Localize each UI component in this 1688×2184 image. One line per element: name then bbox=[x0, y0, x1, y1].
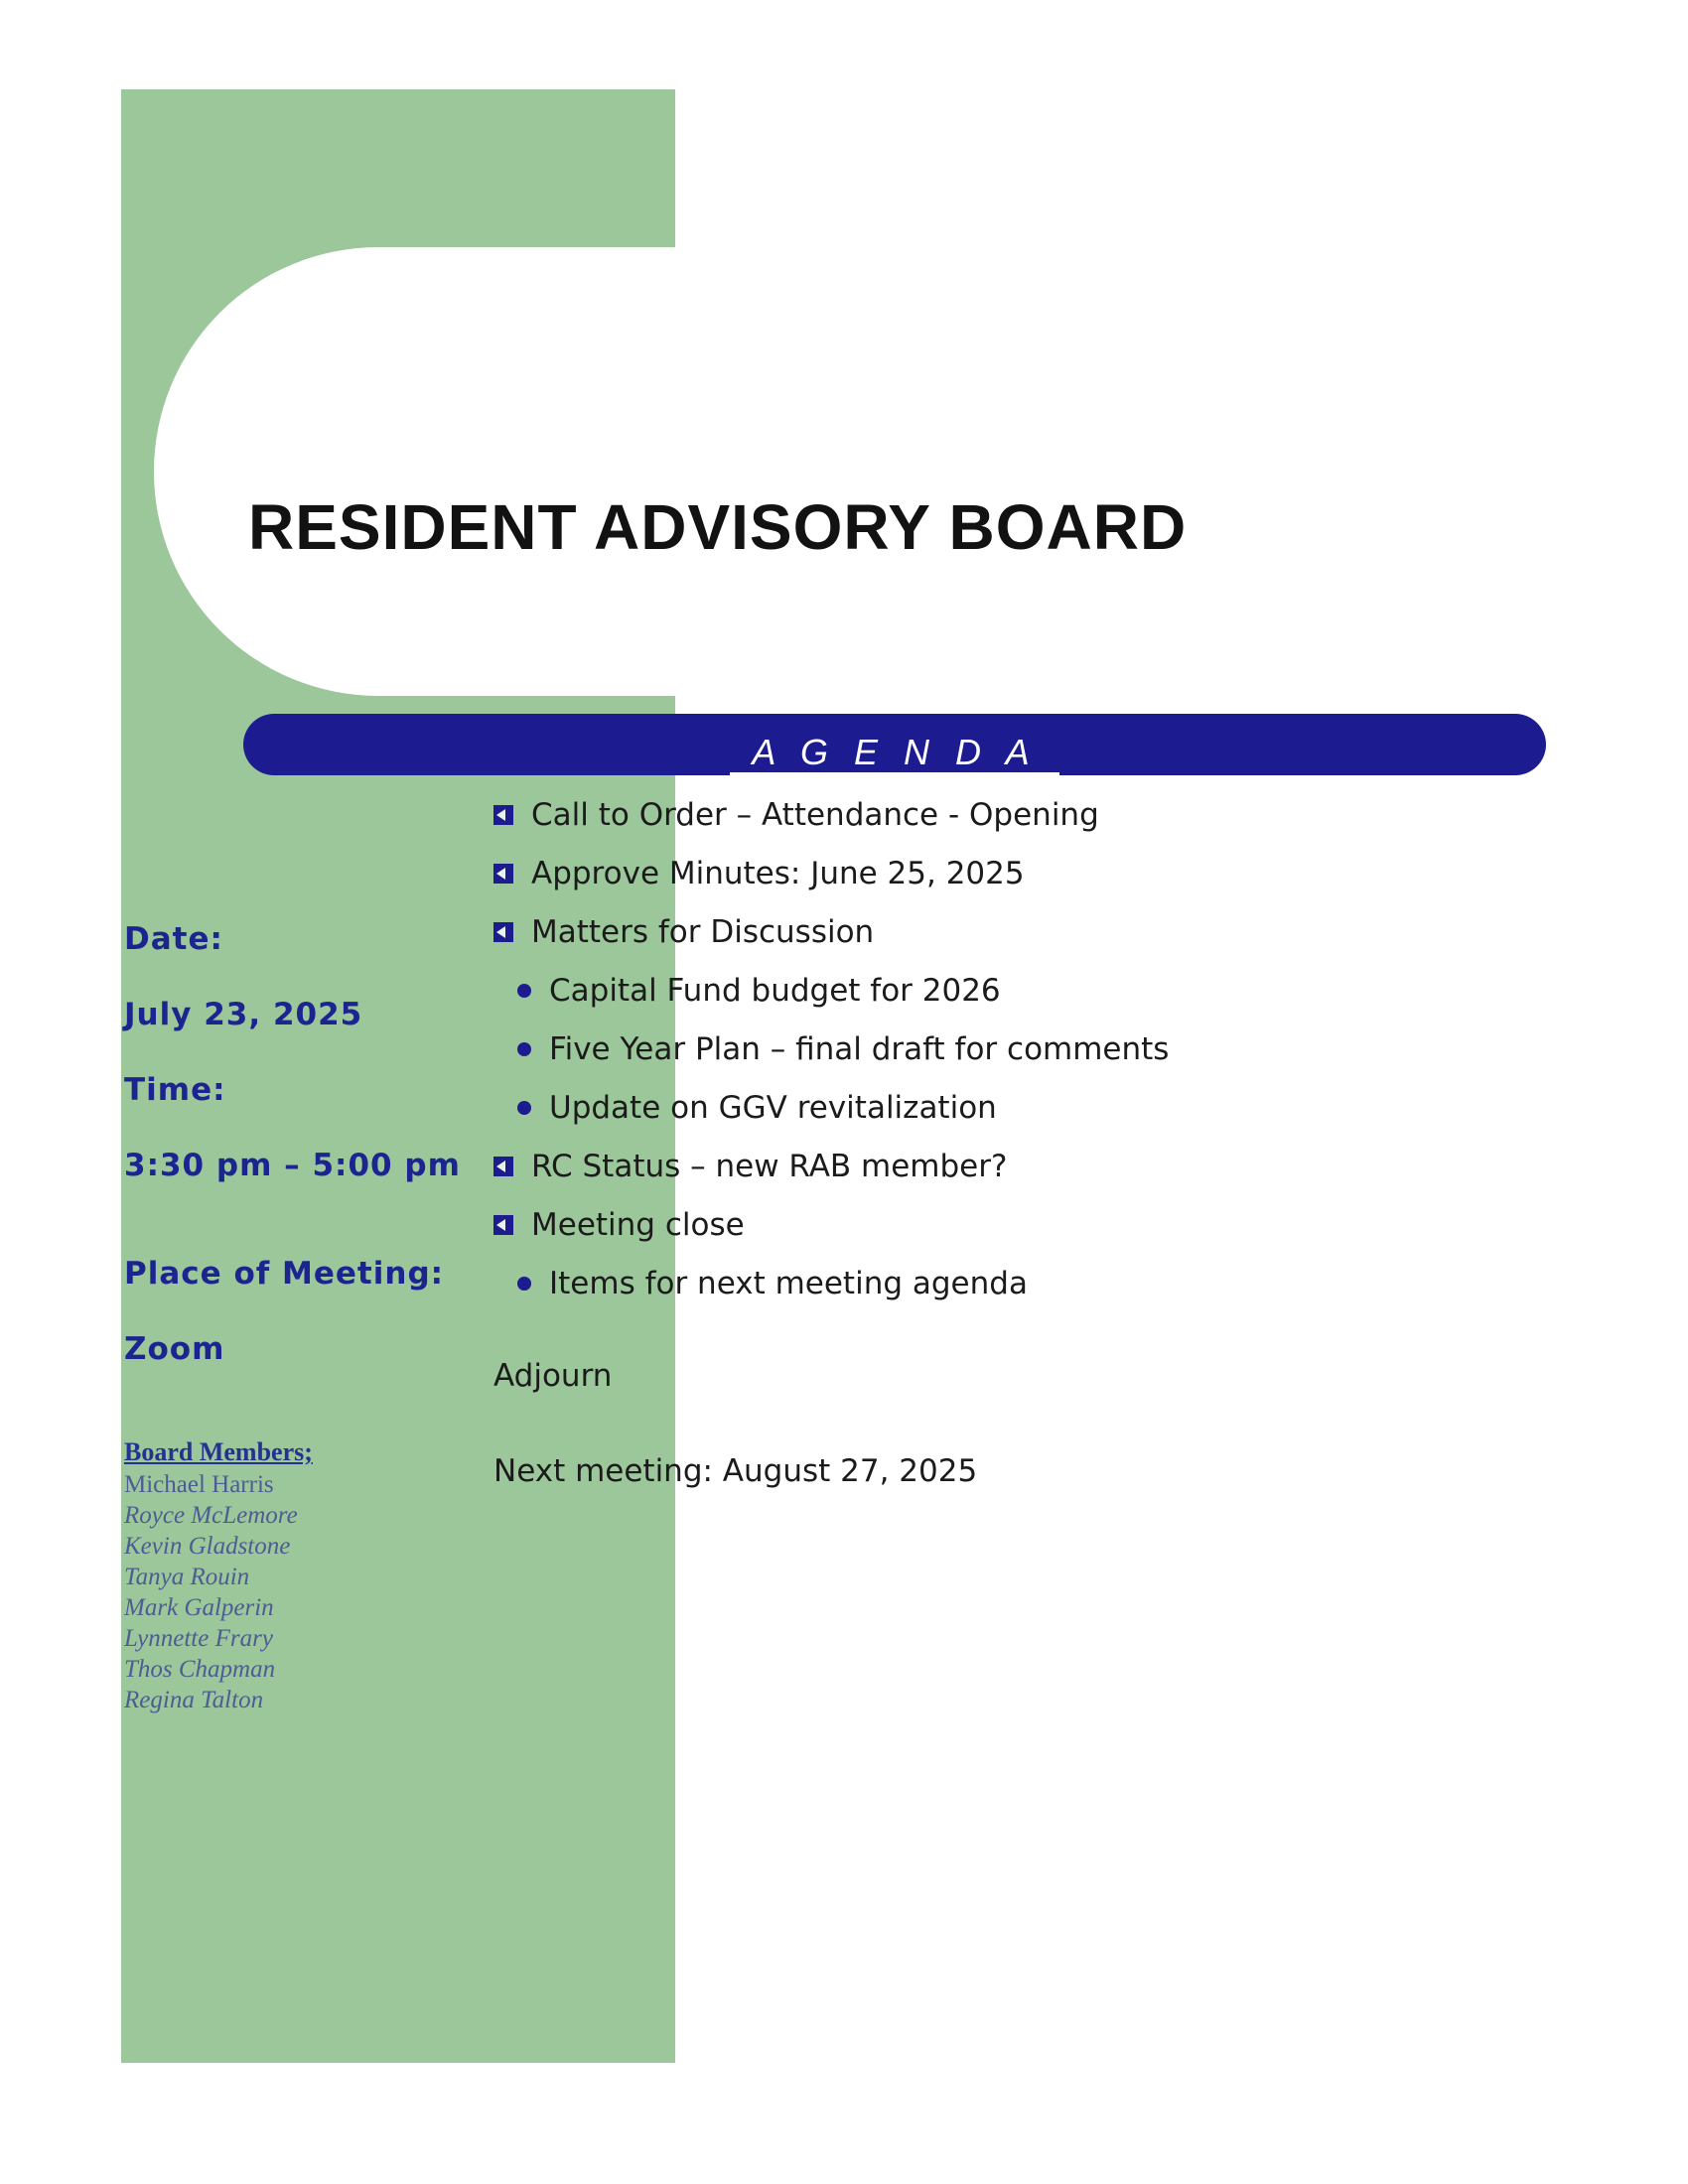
board-member: Royce McLemore bbox=[124, 1502, 298, 1529]
agenda-subitem-text: Update on GGV revitalization bbox=[549, 1089, 997, 1126]
board-member: Michael Harris bbox=[124, 1471, 274, 1498]
square-bullet-triangle-icon bbox=[496, 809, 505, 821]
agenda-list bbox=[493, 785, 1169, 1312]
agenda-item-text: Matters for Discussion bbox=[531, 913, 875, 950]
square-bullet-icon bbox=[493, 1157, 513, 1176]
agenda-item bbox=[493, 1137, 1169, 1195]
square-bullet-icon bbox=[493, 805, 513, 825]
square-bullet-triangle-icon bbox=[496, 926, 505, 938]
place-section bbox=[124, 1236, 444, 1387]
square-bullet-icon bbox=[493, 864, 513, 884]
agenda-item-text: RC Status – new RAB member? bbox=[531, 1148, 1008, 1184]
time-label: Time: bbox=[124, 1072, 226, 1108]
square-bullet-triangle-icon bbox=[496, 1219, 505, 1231]
agenda-subitem-text: Capital Fund budget for 2026 bbox=[549, 972, 1001, 1009]
time-value: 3:30 pm – 5:00 pm bbox=[124, 1148, 461, 1183]
circle-bullet-icon bbox=[517, 1101, 531, 1115]
place-value: Zoom bbox=[124, 1331, 225, 1367]
square-bullet-icon bbox=[493, 1215, 513, 1235]
square-bullet-icon bbox=[493, 922, 513, 942]
next-meeting-text: Next meeting: August 27, 2025 bbox=[493, 1453, 978, 1489]
agenda-item-text: Call to Order – Attendance - Opening bbox=[531, 796, 1099, 833]
board-members-section bbox=[124, 1437, 313, 1715]
circle-bullet-icon bbox=[517, 984, 531, 998]
agenda-subitem bbox=[517, 1254, 1169, 1312]
circle-bullet-icon bbox=[517, 1277, 531, 1291]
board-member: Regina Talton bbox=[124, 1687, 264, 1713]
agenda-item bbox=[493, 1195, 1169, 1254]
agenda-banner bbox=[243, 714, 1546, 775]
agenda-item-text: Approve Minutes: June 25, 2025 bbox=[531, 855, 1025, 891]
agenda-item-text: Meeting close bbox=[531, 1206, 745, 1243]
date-label: Date: bbox=[124, 921, 223, 957]
board-member: Thos Chapman bbox=[124, 1656, 276, 1683]
agenda-subitem-text: Five Year Plan – final draft for comments bbox=[549, 1030, 1170, 1067]
agenda-item bbox=[493, 844, 1169, 902]
title-cutout-shape bbox=[154, 247, 730, 696]
square-bullet-triangle-icon bbox=[496, 1160, 505, 1172]
square-bullet-triangle-icon bbox=[496, 868, 505, 880]
place-label: Place of Meeting: bbox=[124, 1256, 445, 1292]
agenda-subitem bbox=[517, 1078, 1169, 1137]
agenda-banner-label: A G E N D A bbox=[730, 733, 1058, 775]
board-member: Tanya Rouin bbox=[124, 1564, 250, 1590]
board-member: Lynnette Frary bbox=[124, 1625, 273, 1652]
date-value: July 23, 2025 bbox=[124, 997, 363, 1032]
board-member: Mark Galperin bbox=[124, 1594, 274, 1621]
agenda-item bbox=[493, 902, 1169, 961]
circle-bullet-icon bbox=[517, 1042, 531, 1056]
agenda-item bbox=[493, 785, 1169, 844]
agenda-subitem-text: Items for next meeting agenda bbox=[549, 1265, 1028, 1301]
date-time-section bbox=[124, 901, 461, 1203]
board-member: Kevin Gladstone bbox=[124, 1533, 291, 1560]
board-members-heading: Board Members; bbox=[124, 1437, 313, 1466]
agenda-subitem bbox=[517, 1020, 1169, 1078]
page-title: RESIDENT ADVISORY BOARD bbox=[248, 491, 1188, 563]
adjourn-text: Adjourn bbox=[493, 1358, 613, 1394]
agenda-subitem bbox=[517, 961, 1169, 1020]
